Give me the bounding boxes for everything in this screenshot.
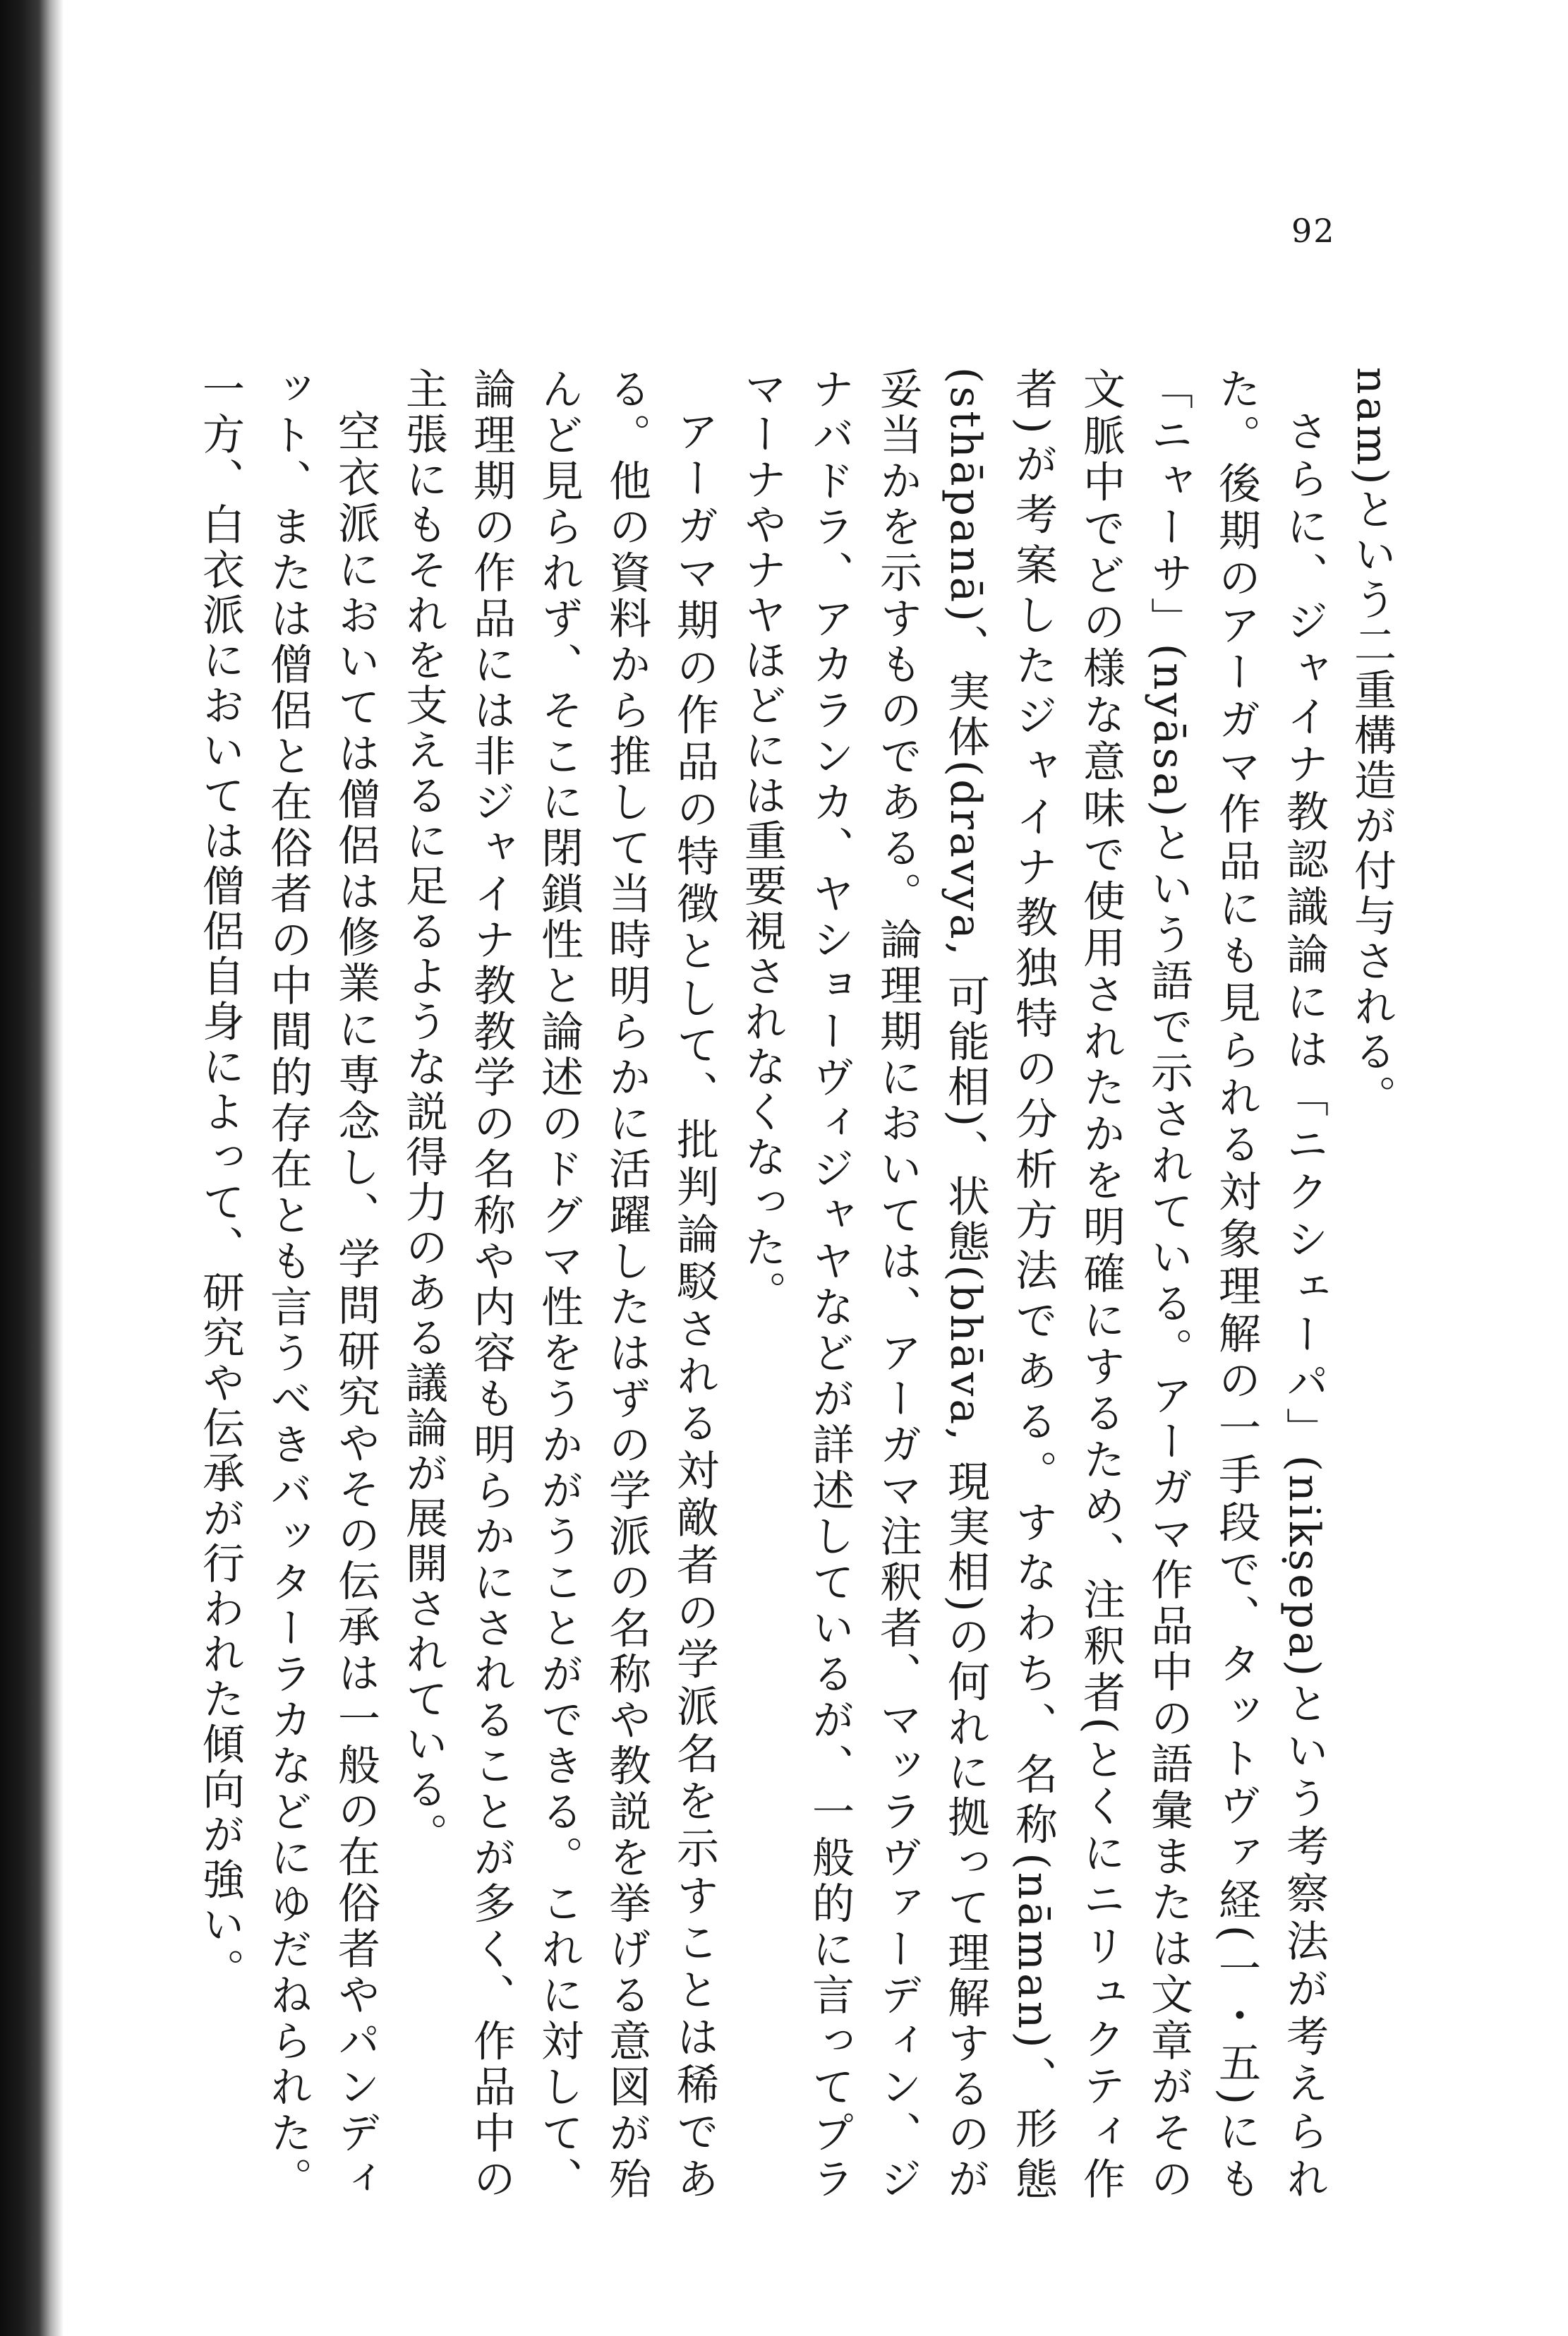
body-text <box>186 367 1406 2202</box>
binding-shadow <box>0 0 64 2336</box>
page-number: 92 <box>1291 212 1336 250</box>
paragraph-1: nam)という二重構造が付与される。 <box>1347 367 1397 1120</box>
paragraph-2: さらに、ジャイナ教認識論には「ニクシェーパ」(nikṣepa)という考察法が考えられた。後期のアーガマ作品にも見られる対象理解の一手段で、タットヴァ経(一・五)にも「ニャーサ」(nyāsa)という語で示されている。アーガマ作品中の語彙または文章がその文脈中でどの様な意味で使用されたかを明確にするため、注釈者(とくにニリュクティ作者)が考案したジャイナ教独特の分析方法である。すなわち、名称(nāman)、形態(sthāpanā)、実体(dravya, 可能相)、状態(bhāva, 現実相)の何れに拠って理解するのが妥当かを示すものである。論理期においては、アーガマ注釈者、マッラヴァーディン、ジナバドラ、アカランカ、ヤショーヴィジャヤなどが詳述しているが、一般的に言ってプラマーナやナヤほどには重要視されなくなった。 <box>737 367 1329 2202</box>
paragraph-4: 空衣派においては僧侶は修業に専念し、学問研究やその伝承は一般の在俗者やパンディット、または僧侶と在俗者の中間的存在とも言うべきバッターラカなどにゆだねられた。一方、白衣派においては僧侶自身によって、研究や伝承が行われた傾向が強い。 <box>195 367 380 2202</box>
paragraph-3: アーガマ期の作品の特徴として、批判論駁される対敵者の学派名を示すことは稀である。他の資料から推して当時明らかに活躍したはずの学派の名称や教説を挙げる意図が殆んど見られず、そこに閉鎖性と論述のドグマ性をうかがうことができる。これに対して、論理期の作品には非ジャイナ教教学の名称や内容も明らかにされることが多く、作品中の主張にもそれを支えるに足るような説得力のある議論が展開されている。 <box>399 367 719 2202</box>
